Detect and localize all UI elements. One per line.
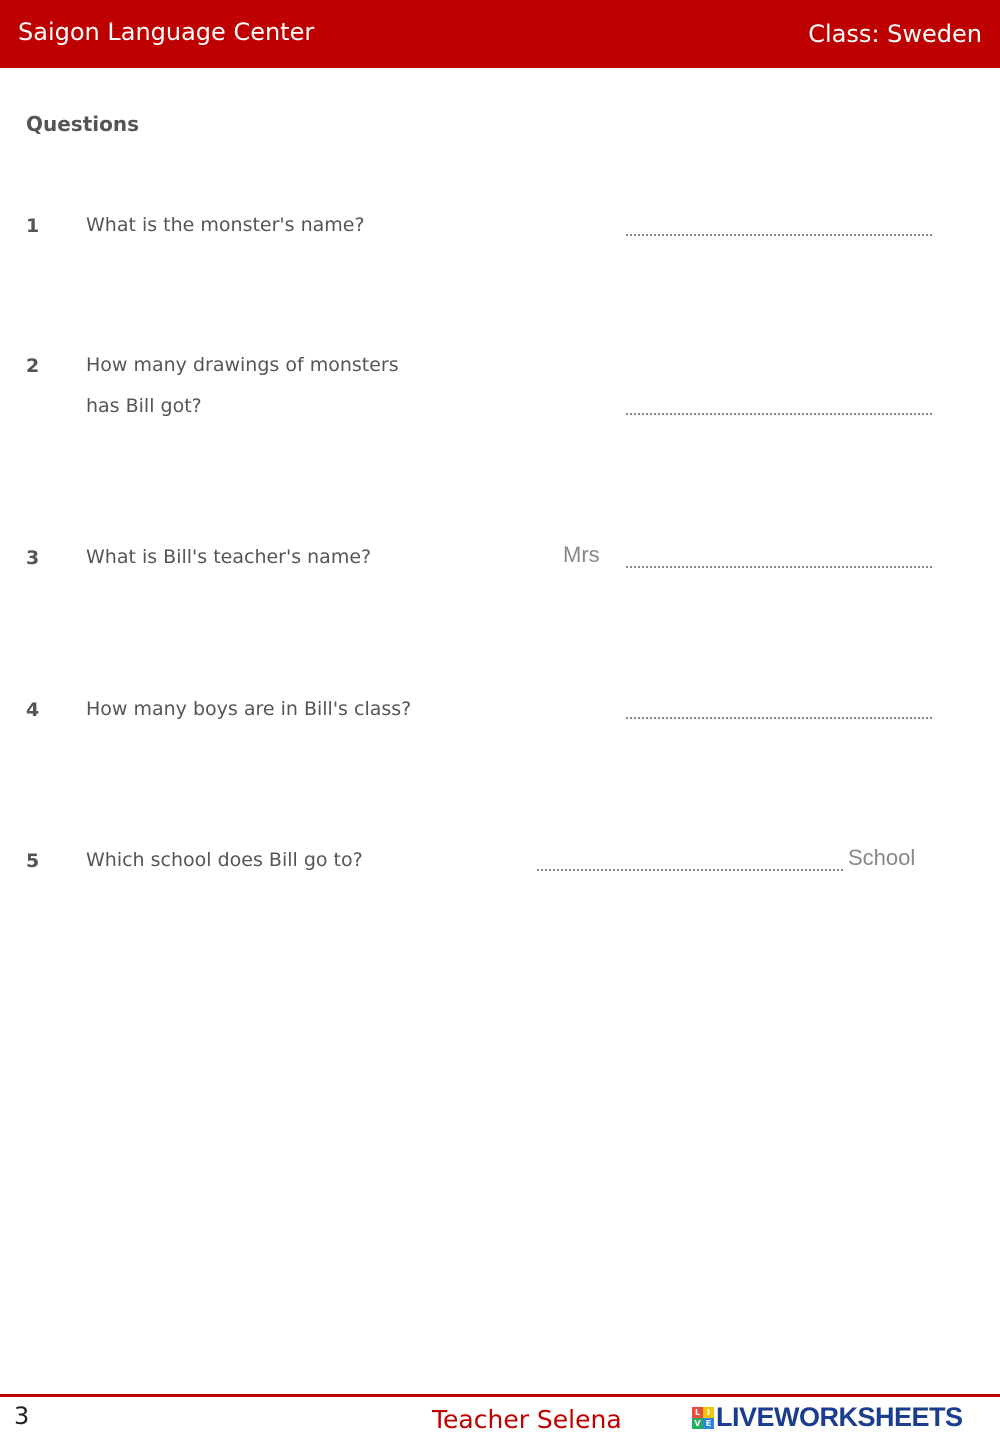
logo-letter: L [692, 1407, 703, 1418]
answer-prefix: Mrs [563, 542, 600, 567]
answer-field-4[interactable] [626, 717, 932, 719]
footer-divider [0, 1394, 1000, 1397]
answer-suffix: School [848, 845, 916, 870]
liveworksheets-icon [692, 1407, 714, 1429]
logo-letter: I [703, 1407, 714, 1418]
page-number: 3 [14, 1402, 30, 1430]
question-text: What is Bill's teacher's name? [86, 546, 372, 568]
question-number: 4 [26, 699, 40, 721]
answer-field-2[interactable] [626, 413, 932, 415]
question-number: 1 [26, 215, 40, 237]
question-number: 3 [26, 547, 40, 569]
teacher-name: Teacher Selena [432, 1405, 622, 1434]
brand-name: LIVEWORKSHEETS [716, 1402, 963, 1432]
question-text: What is the monster's name? [86, 214, 365, 236]
class-label: Class: Sweden [808, 20, 982, 48]
question-number: 5 [26, 850, 40, 872]
answer-field-3[interactable] [626, 566, 932, 568]
brand-logo[interactable] [692, 1402, 963, 1433]
section-title: Questions [26, 112, 140, 136]
page-header [0, 0, 1000, 68]
question-text: How many drawings of monsters [86, 354, 399, 376]
question-text: How many boys are in Bill's class? [86, 698, 412, 720]
question-text: has Bill got? [86, 395, 202, 417]
logo-letter: V [692, 1418, 703, 1429]
question-text: Which school does Bill go to? [86, 849, 363, 871]
logo-letter: E [703, 1418, 714, 1429]
question-number: 2 [26, 355, 40, 377]
center-name: Saigon Language Center [18, 18, 315, 46]
answer-field-5[interactable] [537, 869, 843, 871]
answer-field-1[interactable] [626, 234, 932, 236]
